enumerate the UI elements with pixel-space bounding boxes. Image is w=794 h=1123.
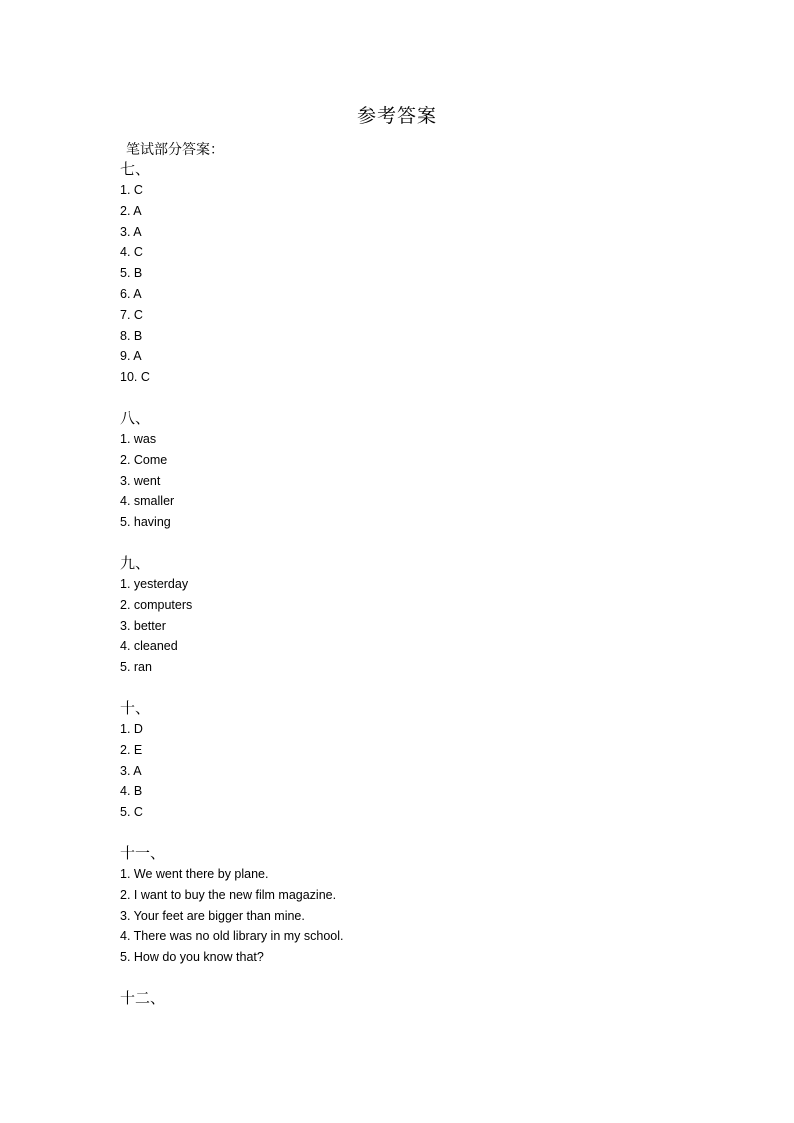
section-header: 九、 xyxy=(120,554,151,572)
answer-item: 2. Come xyxy=(120,452,168,467)
answer-item: 5. How do you know that? xyxy=(120,950,264,965)
answer-item: 4. smaller xyxy=(120,494,175,509)
answer-item: 3. went xyxy=(120,473,161,488)
answer-item: 2. I want to buy the new film magazine. xyxy=(120,887,337,902)
answer-item: 9. A xyxy=(120,349,142,364)
section-header: 八、 xyxy=(120,409,151,427)
answer-item: 3. A xyxy=(120,224,142,239)
answer-item: 3. better xyxy=(120,618,166,633)
answer-section xyxy=(120,844,680,968)
answer-section xyxy=(120,554,680,678)
answer-item: 7. C xyxy=(120,307,143,322)
answer-item: 10. C xyxy=(120,370,150,385)
answer-item: 4. cleaned xyxy=(120,639,178,654)
answer-item: 5. B xyxy=(120,266,143,281)
page-title: 参考答案 xyxy=(356,106,437,127)
answer-item: 5. having xyxy=(120,515,171,530)
written-test-heading: 笔试部分答案： xyxy=(126,141,224,157)
section-header: 七、 xyxy=(120,161,151,178)
answer-item: 2. computers xyxy=(120,597,193,612)
answer-item: 1. C xyxy=(120,183,143,197)
answer-item: 4. C xyxy=(120,245,143,260)
section-header: 十一、 xyxy=(120,844,166,862)
answer-sections xyxy=(120,160,680,1009)
answer-item: 5. C xyxy=(120,805,143,820)
answer-item: 2. A xyxy=(120,203,142,218)
answer-item: 1. yesterday xyxy=(120,576,189,591)
answer-item: 1. We went there by plane. xyxy=(120,866,269,881)
answer-item: 4. There was no old library in my school. xyxy=(120,929,344,944)
answer-item: 1. D xyxy=(120,721,143,736)
answer-item: 1. was xyxy=(120,431,157,446)
section-header: 十二、 xyxy=(120,989,166,1007)
answer-item: 8. B xyxy=(120,328,143,343)
answer-item: 3. A xyxy=(120,763,142,778)
answer-item: 5. ran xyxy=(120,660,152,675)
section-header: 十、 xyxy=(120,699,151,717)
answer-section xyxy=(120,409,680,533)
answer-section xyxy=(120,989,680,1009)
answer-section xyxy=(120,699,680,823)
answer-item: 2. E xyxy=(120,742,143,757)
answer-item: 3. Your feet are bigger than mine. xyxy=(120,908,305,923)
answer-item: 6. A xyxy=(120,286,142,301)
answer-section xyxy=(120,160,680,388)
answer-item: 4. B xyxy=(120,784,143,799)
